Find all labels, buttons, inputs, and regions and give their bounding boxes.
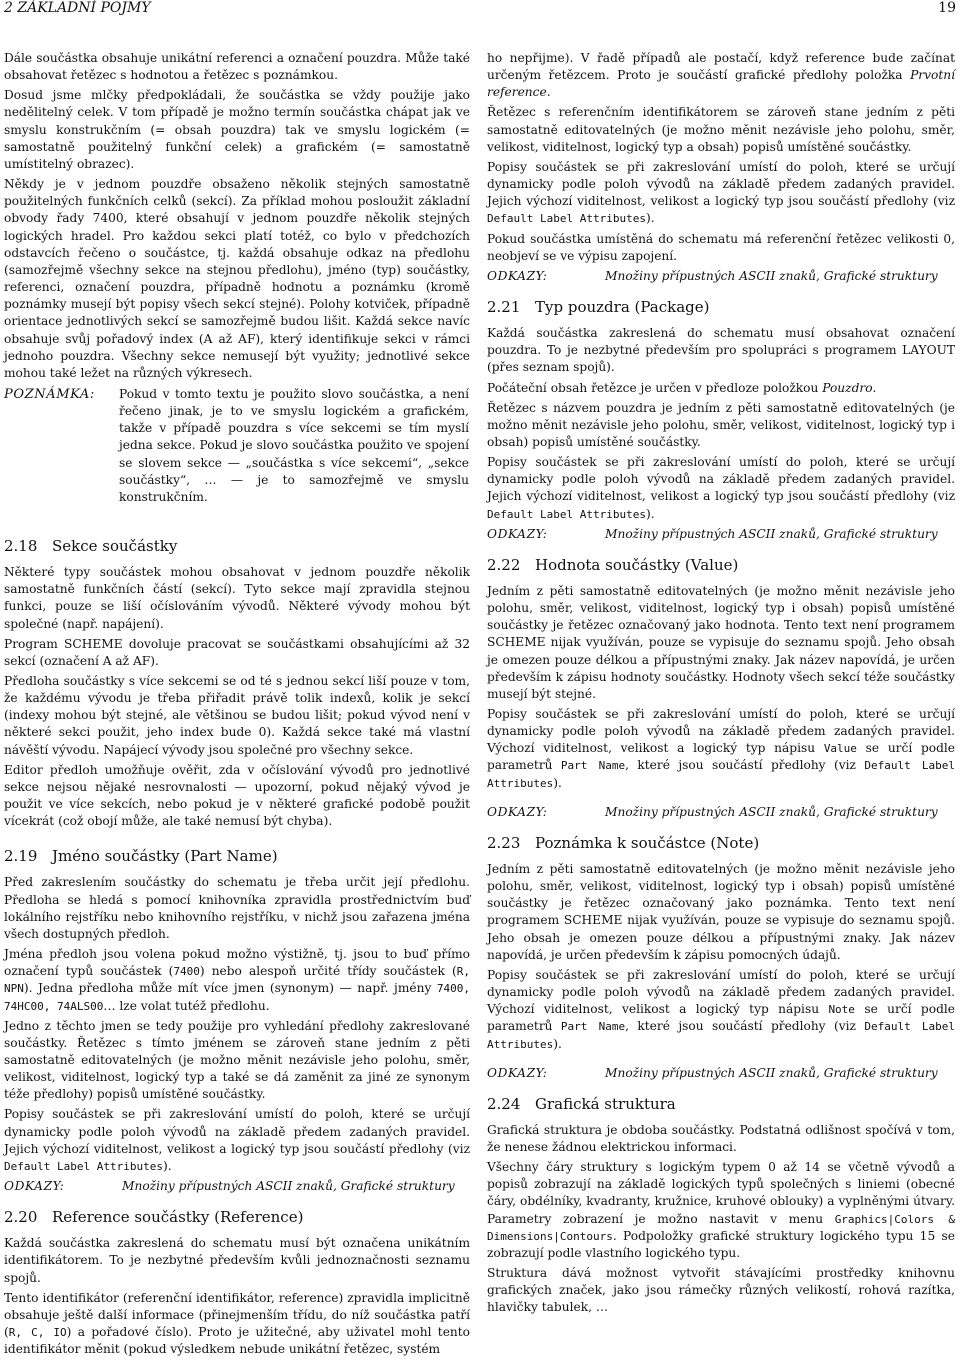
text-run: , které jsou součástí předlohy (viz — [625, 758, 865, 773]
text-run: ) a pořadové číslo). Proto je užitečné, aby uživatel mohl tento identifikátor měnit (pokud výsledkem nebude unikátní řetězec, systém — [4, 1325, 470, 1357]
see-also-links: Množiny přípustných ASCII znaků, Grafické struktury — [605, 268, 938, 283]
paragraph: Program SCHEME dovoluje pracovat se součástkami obsahujícími až 32 sekcí (označení A až AF). — [4, 636, 470, 668]
section-heading-2-22 — [487, 555, 955, 575]
section-title: Hodnota součástky (Value) — [535, 555, 739, 574]
paragraph: Jedním z pěti samostatně editovatelných (je možno měnit nezávisle jeho polohu, směr, velikost, viditelnost, logický typ i obsah) popisů umístěné součástky je řetězec označovaný jako hodnota. Tento text není programem SCHEME nijak využíván, pouze se vypisuje do seznamu spojů. Jeho obsah je omezen pouze délkou a přípustnými znaky. Jak název napovídá, je určen především k zápisu hodnoty součástky. Hodnoty všech sekcí téže součástky musejí být stejné. — [487, 583, 955, 701]
paragraph: Řetězec s referenčním identifikátorem se zároveň stane jedním z pěti samostatně editovatelných (je možno měnit nezávisle jeho polohu, směr, velikost, viditelnost, logický typ a obsah) popisů umístěné součástky. — [487, 105, 955, 154]
paragraph: Každá součástka zakreslená do schematu musí obsahovat označení pouzdra. To je nezbytné především pro spolupráci s programem LAYOUT (přes seznam spojů). — [487, 326, 955, 375]
paragraph: Dosud jsme mlčky předpokládali, že součástka se vždy použije jako nedělitelný celek. V tom případě je možno termín součástka chápat jak ve smyslu konstrukčním (= obsah pouzdra) tak ve smyslu logickém (= samostatně použitelný funkční celek) a grafickém (= samostatně umístitelný obrazec). — [4, 88, 470, 171]
see-also-label: ODKAZY: — [487, 1065, 548, 1080]
section-heading-2-19 — [4, 846, 470, 866]
section-heading-2-21 — [487, 297, 955, 317]
section-number: 2.21 — [487, 298, 521, 317]
see-also-label: ODKAZY: — [487, 268, 548, 283]
paragraph — [487, 1159, 955, 1262]
code-text: Default Label Attributes — [4, 1159, 163, 1173]
paragraph: Před zakreslením součástky do schematu je třeba určit její předlohu. Předloha se hledá s pomocí knihovníka zpravidla prostřednictvím buď lokálního rejstříku nebo knihovního rejstříku, v nichž jsou zařazena jména všech dostupných předloh. — [4, 875, 470, 941]
chapter-title: 2 ZÁKLADNÍ POJMY — [4, 0, 151, 16]
paragraph — [4, 1290, 470, 1359]
paragraph: Pokud součástka umístěná do schematu má referenční řetězec velikosti 0, neobjeví se ve výpisu zapojení. — [487, 231, 955, 263]
code-text: Default Label Attributes — [487, 507, 646, 521]
section-number: 2.24 — [487, 1094, 521, 1113]
code-text: Default Label Attributes — [487, 212, 646, 226]
text-run: ) nebo alespoň určité třídy součástek ( — [199, 964, 457, 979]
see-also-links: Množiny přípustných ASCII znaků, Grafické struktury — [122, 1179, 455, 1194]
section-number: 2.22 — [487, 555, 521, 574]
see-also — [487, 526, 955, 543]
paragraph: Některé typy součástek mohou obsahovat v jednom pouzdře několik samostatně funkčních částí (sekcí). Tyto sekce mají zpravidla stejnou funkci, pouze se liší očíslováním vývodů. Některé vývody mohou být společné (např. napájení). — [4, 565, 470, 631]
paragraph: Řetězec s názvem pouzdra je jedním z pěti samostatně editovatelných (je možno měnit nezávisle jeho polohu, směr, velikost, viditelnost, logický typ i obsah) popisů umístěné součástky. — [487, 400, 955, 449]
see-also — [487, 268, 955, 285]
text-run: Počáteční obsah řetězce je určen v předloze položkou — [487, 380, 823, 395]
paragraph — [487, 706, 955, 792]
left-column — [4, 50, 470, 1361]
paragraph: Struktura dává možnost vytvořit stávajícími prostředky knihovnu grafických značek, jako jsou rámečky různých velikostí, rohová razítka, hlavičky tabulek, … — [487, 1266, 955, 1315]
code-text: 7400, 74HC00, 74ALS00 — [4, 982, 470, 1013]
text-run: Popisy součástek se při zakreslování umístí do poloh, které se určují dynamicky podle poloh vývodů na základě předem zadaných pravidel. Výchozí viditelnost, velikost a logický typ nápisu — [487, 967, 955, 1017]
code-text: Default Label Attributes — [487, 759, 955, 790]
section-number: 2.20 — [4, 1208, 38, 1227]
text-run: Popisy součástek se při zakreslování umístí do poloh, které se určují dynamicky podle poloh vývodů na základě předem zadaných pravidel. Jejich výchozí viditelnost, velikost a logický typ jsou součástí předlohy (viz — [487, 455, 955, 504]
section-title: Poznámka k součástce (Note) — [535, 833, 760, 852]
code-text: R, NPN — [4, 965, 470, 996]
text-run: ). Jedna předloha může mít více jmen (synonym) — např. jmény — [23, 981, 437, 996]
paragraph: Dále součástka obsahuje unikátní referenci a označení pouzdra. Může také obsahovat řetězec s hodnotou a řetězec s poznámkou. — [4, 51, 470, 83]
section-title: Typ pouzdra (Package) — [535, 298, 710, 317]
code-text: Note — [828, 1003, 855, 1017]
text-run: Tento identifikátor (referenční identifikátor, reference) zpravidla implicitně obsahuje ještě další informace (přinejmenším třídu, do níž součástka patří ( — [4, 1290, 470, 1339]
paragraph: Někdy je v jednom pouzdře obsaženo několik stejných samostatně použitelných funkčních celků (sekcí). Za příklad mohou posloužit základní obvody řady 7400, které obsahují v jednom pouzdře několik stejných logických hradel. Pro každou sekci platí totéž, co bylo v předchozích odstavcích řečeno o součástce, tj. každá obsahuje odkaz na předlohu (samozřejmě všechny sekce na stejnou předlohu), jméno (typ) součástky, referenci, označení pouzdra, případně hodnotu a poznámku (kromě poznámky musejí být popisy všech sekcí stejné). Polohy kotviček, případně orientace jednotlivých sekcí se samozřejmě budou lišit. Každá sekce navíc obsahuje svůj pořadový index (A až AF), který identifikuje sekci v rámci jednoho pouzdra. Všechny sekce nemusejí být využity; jednotlivé sekce mohou také ležet na různých výkresech. — [4, 177, 470, 380]
paragraph — [487, 454, 955, 523]
paragraph: Předloha součástky s více sekcemi se od té s jednou sekcí liší pouze v tom, že každému vývodu je třeba přiřadit právě tolik indexů, kolik je sekcí (indexy mohou být stejné, ale většinou se budou lišit; pokud vývod není v některé sekci použit, jeho index bude 0). Každá sekce také má vlastní návěští vývodu. Napájecí vývody jsou společné pro všechny sekce. — [4, 674, 470, 757]
text-run: ho nepřijme). V řadě případů ale postačí, když reference bude začínat určeným řetězcem. Proto je součástí grafické předlohy položka — [487, 51, 955, 83]
code-text: Default Label Attributes — [487, 1020, 955, 1051]
see-also-links: Množiny přípustných ASCII znaků, Grafické struktury — [605, 804, 938, 819]
text-run: Popisy součástek se při zakreslování umístí do poloh, které se určují dynamicky podle poloh vývodů na základě předem zadaných pravidel. Výchozí viditelnost, velikost a logický typ nápisu — [487, 707, 955, 756]
section-number: 2.19 — [4, 847, 38, 866]
text-run: ). — [645, 506, 655, 521]
see-also — [487, 804, 955, 821]
text-run: ). — [645, 211, 655, 226]
section-heading-2-23 — [487, 833, 955, 853]
code-text: R, C, IO — [8, 1326, 67, 1339]
text-run: se určí podle parametrů — [487, 1002, 955, 1034]
text-run: … lze volat tutéž předlohu. — [103, 998, 270, 1013]
text-run: Jména předloh jsou volena pokud možno výstižně, tj. jsou to buď přímo označení typů součástek ( — [4, 947, 470, 979]
code-text: Graphics|Colors & Dimensions|Contours — [487, 1212, 955, 1243]
code-text: Part Name — [560, 1020, 626, 1034]
section-heading-2-20 — [4, 1207, 470, 1227]
paragraph: Editor předloh umožňuje ověřit, zda v očíslování vývodů pro jednotlivé sekce nejsou nějaké nesrovnalosti — upozorní, pokud nějaký vývod je použit ve více sekcích, nebo pokud je v některé grafické podobě použit vícekrát (což obojí může, ale také nemusí být chyba). — [4, 762, 470, 829]
page-header — [0, 0, 960, 20]
text-run: . — [872, 380, 877, 395]
see-also — [4, 1178, 470, 1195]
code-text: Part Name — [560, 759, 626, 773]
section-title: Sekce součástky — [52, 537, 178, 556]
text-run: ). — [553, 1036, 562, 1051]
section-heading-2-24 — [487, 1094, 955, 1114]
text-run: . Podpoložky grafické struktury logického typu 15 se zobrazují podle vlastního logického typu. — [487, 1228, 955, 1260]
note-text: Pokud v tomto textu je použito slovo součástka, a není řečeno jinak, je to ve smyslu logickém a grafickém, takže v případě pouzdra s více sekcemi se tím myslí jedna sekce. Pokud je slovo součástka použito ve spojení se slovem sekce — „součástka s více sekcemi“, „sekce součástky“, … — je to samozřejmě ve smyslu konstrukčním. — [119, 386, 469, 504]
section-title: Grafická struktura — [535, 1094, 676, 1113]
paragraph: Jedno z těchto jmen se tedy použije pro vyhledání předlohy zakreslované součástky. Řetězec s tímto jménem se zároveň stane jedním z pěti samostatně editovatelných (je možno měnit nezávisle jeho polohu, směr, velikost, viditelnost, logický typ a také se dá zaměnit za jiné ze synonym téže předlohy) popisů umístěné součástky. — [4, 1018, 470, 1102]
paragraph — [487, 967, 955, 1053]
paragraph — [4, 946, 470, 1015]
see-also-label: ODKAZY: — [487, 804, 548, 819]
paragraph: Každá součástka zakreslená do schematu musí být označena unikátním identifikátorem. To je nezbytné především kvůli jednoznačnosti seznamu spojů. — [4, 1236, 470, 1285]
text-run: se určí podle parametrů — [487, 741, 955, 773]
note-block — [4, 386, 470, 506]
italic-term: Pouzdro — [822, 380, 873, 395]
text-run: Všechny čáry struktury s logickým typem 0 až 14 se včetně vývodů a popisů zobrazují na základě logických typů společných s liniemi (obecné čáry, obdélníky, kvadranty, kružnice, kruhové oblouky) a vyplněnými útvary. Parametry zobrazení je možno nastavit v menu — [487, 1160, 955, 1226]
text-run: Popisy součástek se při zakreslování umístí do poloh, které se určují dynamicky podle poloh vývodů na základě předem zadaných pravidel. Jejich výchozí viditelnost, velikost a logický typ jsou součástí předlohy (viz — [487, 159, 955, 209]
section-number: 2.23 — [487, 833, 521, 852]
text-run: ). — [162, 1158, 172, 1173]
paragraph — [487, 50, 955, 101]
see-also — [487, 1065, 955, 1082]
text-run: ). — [553, 775, 562, 790]
page-number: 19 — [938, 0, 956, 16]
see-also-links: Množiny přípustných ASCII znaků, Grafické struktury — [605, 526, 938, 541]
section-heading-2-18 — [4, 536, 470, 556]
paragraph: Jedním z pěti samostatně editovatelných (je možno měnit nezávisle jeho polohu, směr, velikost, viditelnost, logický typ i obsah) popisů umístěné součástky je řetězec označovaný jako poznámka. Tento text není programem SCHEME nijak využíván, pouze se vypisuje do seznamu spojů. Jeho obsah je omezen pouze délkou a přípustnými znaky. Jak název napovídá, je určen především k zápisu pomocných údajů. — [487, 861, 955, 962]
paragraph — [4, 1106, 470, 1175]
section-number: 2.18 — [4, 537, 38, 556]
right-column — [487, 50, 955, 1320]
paragraph — [487, 159, 955, 228]
see-also-links: Množiny přípustných ASCII znaků, Grafické struktury — [605, 1065, 938, 1080]
section-title: Reference součástky (Reference) — [52, 1208, 304, 1227]
text-run: Popisy součástek se při zakreslování umístí do poloh, které se určují dynamicky podle poloh vývodů na základě předem zadaných pravidel. Jejich výchozí viditelnost, velikost a logický typ jsou součástí předlohy (viz — [4, 1107, 470, 1156]
code-text: 7400 — [173, 965, 200, 979]
code-text: Value — [823, 742, 857, 756]
paragraph: Grafická struktura je obdoba součástky. Podstatná odlišnost spočívá v tom, že nenese žádnou elektrickou informaci. — [487, 1122, 955, 1154]
text-run: , které jsou součástí předlohy (viz — [625, 1019, 865, 1034]
text-run: . — [546, 85, 551, 100]
section-title: Jméno součástky (Part Name) — [52, 847, 278, 866]
paragraph — [487, 380, 955, 397]
see-also-label: ODKAZY: — [487, 526, 548, 541]
italic-term: Prvotní reference — [487, 68, 955, 100]
note-label: POZNÁMKA: — [4, 386, 95, 402]
see-also-label: ODKAZY: — [4, 1179, 65, 1194]
